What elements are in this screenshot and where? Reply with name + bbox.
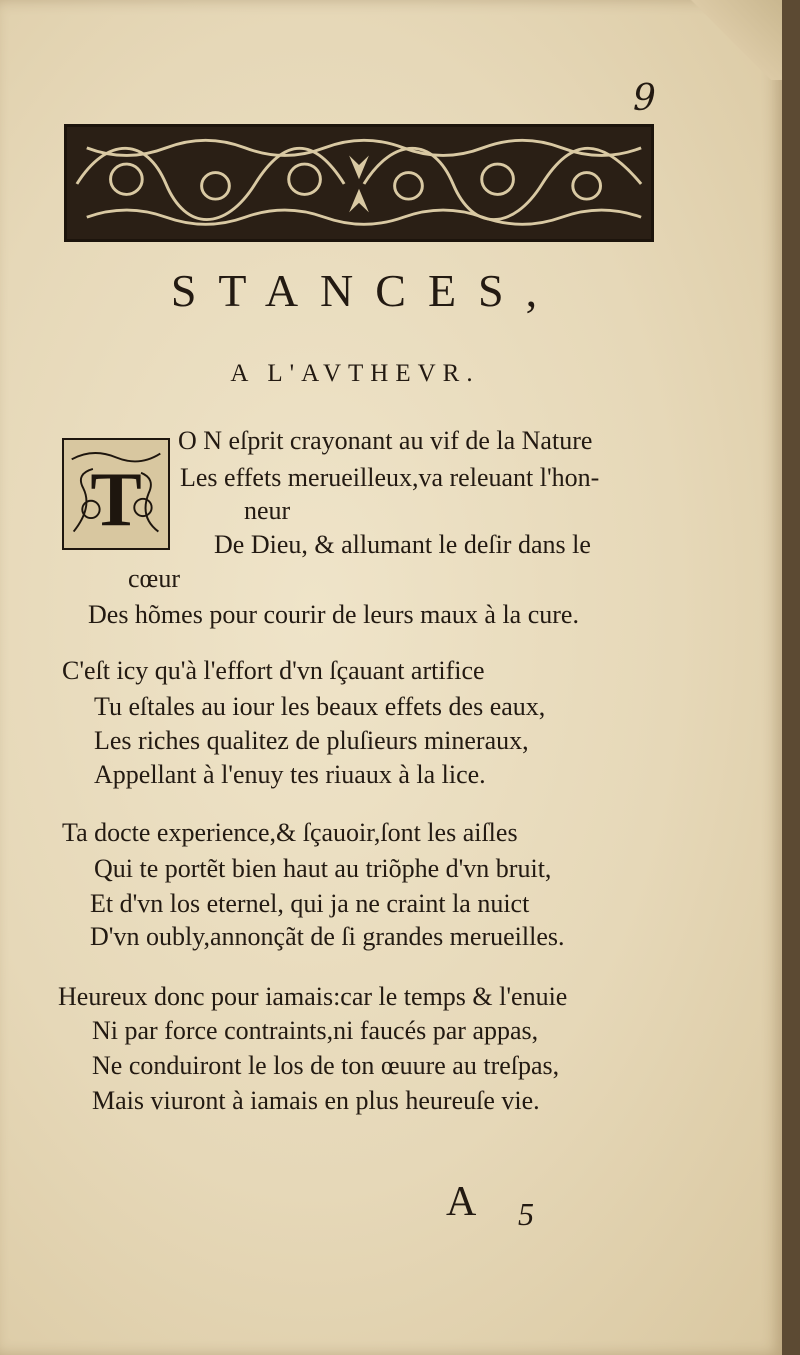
signature-mark-letter: A — [446, 1179, 477, 1225]
verse-line: cœur — [128, 564, 180, 593]
verse-line: Ta docte experience,& ſçauoir,ſont les aiſles — [62, 818, 518, 847]
page-corner-fold — [662, 0, 782, 80]
verse-line: Et d'vn los eternel, qui ja ne craint la nuict — [90, 889, 530, 918]
verse-line: neur — [244, 496, 291, 525]
verse-line: Ni par force contraints,ni faucés par appas, — [92, 1016, 539, 1045]
verse-line: De Dieu, & allumant le deſir dans le — [214, 530, 591, 559]
signature-mark-number: 5 — [518, 1196, 534, 1232]
page-subtitle: A L'AVTHEVR. — [230, 360, 480, 387]
decorated-initial-icon — [62, 438, 170, 550]
verse-line: Mais viuront à iamais en plus heureuſe vie. — [92, 1086, 540, 1115]
verse-line: Des hõmes pour courir de leurs maux à la cure. — [88, 600, 579, 629]
ornamental-headpiece-icon — [64, 124, 654, 242]
verse-line: Tu eſtales au iour les beaux effets des eaux, — [94, 692, 546, 721]
verse-line: Ne conduiront le los de ton œuure au treſpas, — [92, 1051, 560, 1080]
verse-line: Appellant à l'enuy tes riuaux à la lice. — [94, 760, 486, 789]
dropcap-letter: T — [90, 455, 142, 542]
verse-line: O N eſprit crayonant au vif de la Nature — [178, 426, 593, 455]
page-title: STANCES, — [170, 265, 560, 316]
page-number: 9 — [633, 78, 656, 119]
verse-line: Qui te portẽt bien haut au triõphe d'vn bruit, — [94, 854, 552, 883]
verse-line: Les effets merueilleux,va releuant l'hon- — [180, 463, 600, 492]
verse-line: C'eſt icy qu'à l'effort d'vn ſçauant artifice — [62, 656, 485, 685]
verse-line: D'vn oubly,annonçãt de ſi grandes merueilles. — [90, 922, 565, 951]
verse-line: Les riches qualitez de pluſieurs mineraux, — [94, 726, 529, 755]
verse-line: Heureux donc pour iamais:car le temps & l'enuie — [58, 982, 568, 1011]
